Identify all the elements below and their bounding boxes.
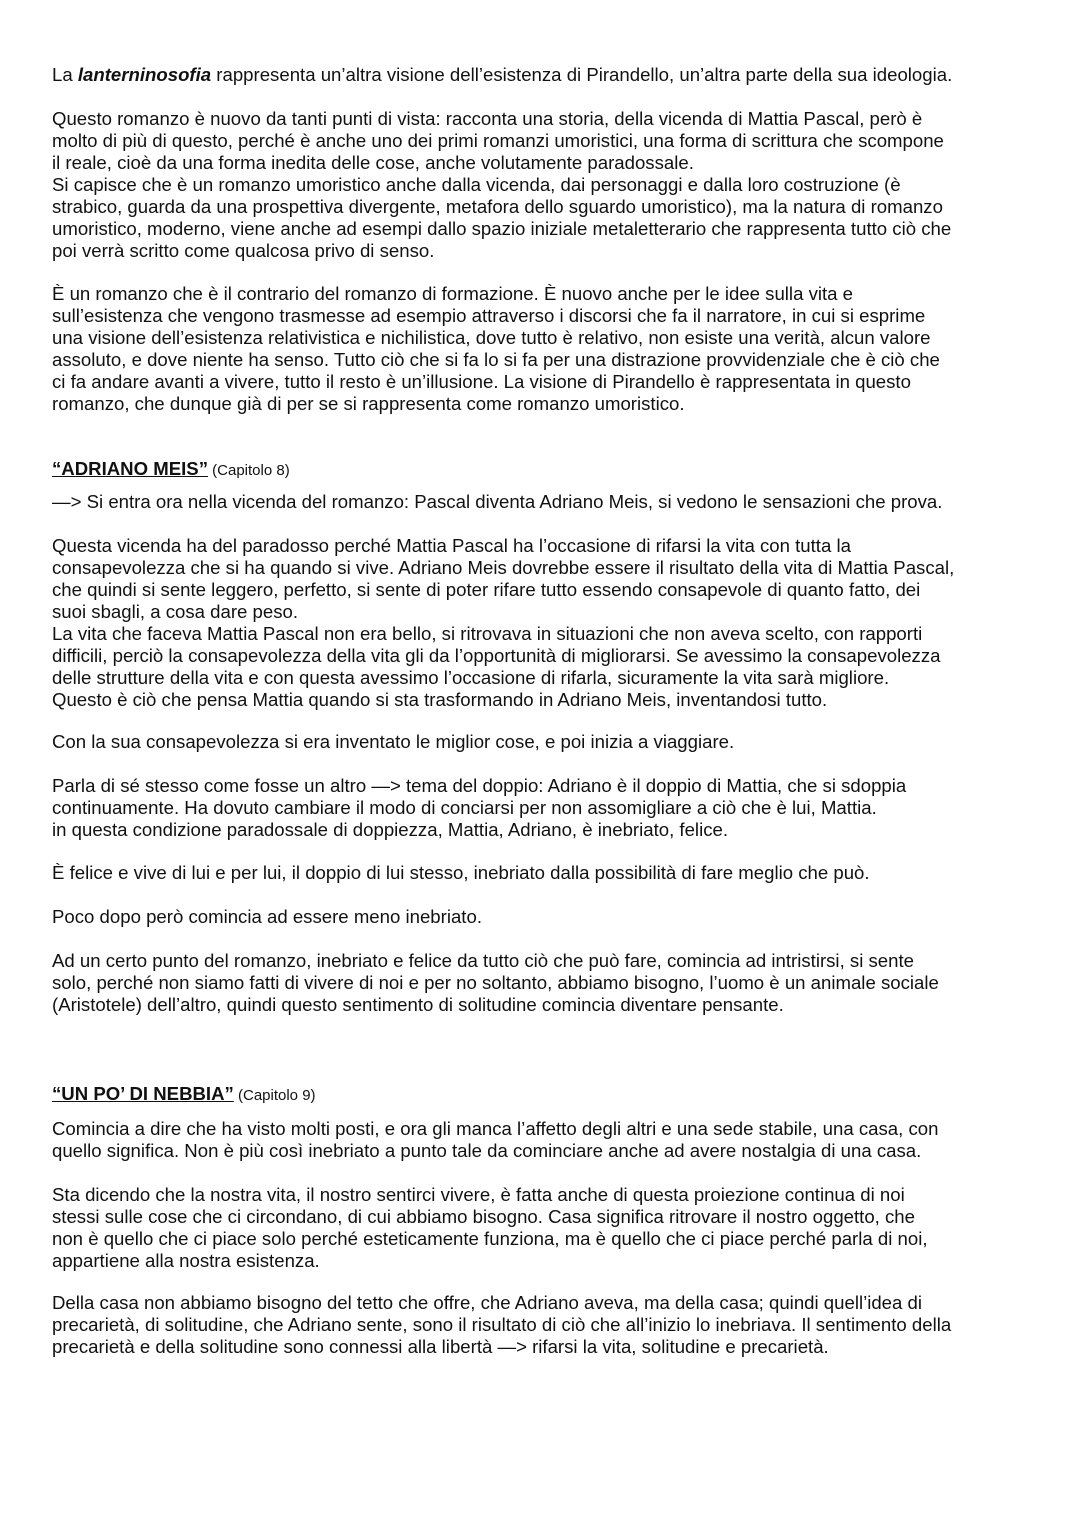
text-line: umoristico, moderno, viene anche ad esempi dallo spazio iniziale metaletterario che rappresenta tutto ciò che	[52, 218, 952, 239]
text-line: precarietà, di solitudine, che Adriano sente, sono il risultato di ciò che all’inizio lo inebriava. Il sentimento della	[52, 1314, 952, 1335]
paragraph-less-inebriated	[52, 906, 1052, 928]
text-line: (Aristotele) dell’altro, quindi questo sentimento di solitudine comincia diventare pensante.	[52, 994, 784, 1015]
text-line: una visione dell’esistenza relativistica e nichilistica, dove tutto è relativo, non esiste una verità, alcun valore	[52, 327, 931, 348]
text-line: quello significa. Non è più così inebriato a punto tale da cominciare anche ad avere nostalgia di una casa.	[52, 1140, 922, 1161]
text-line: assoluto, e dove niente ha senso. Tutto ciò che si fa lo si fa per una distrazione provvidenziale che è ciò che	[52, 349, 940, 370]
paragraph-humor-novel	[52, 108, 1052, 262]
paragraph-projection	[52, 1184, 1052, 1272]
section-title: “ADRIANO MEIS”	[52, 458, 208, 479]
section-heading-adriano-meis	[52, 458, 1052, 482]
text-line: Comincia a dire che ha visto molti posti, e ora gli manca l’affetto degli altri e una sede stabile, una casa, con	[52, 1118, 939, 1139]
text-line: sull’esistenza che vengono trasmesse ad esempio attraverso i discorsi che fa il narratore, in cui si esprime	[52, 305, 926, 326]
text-line: che quindi si sente leggero, perfetto, si sente di poter rifare tutto essendo consapevole di quanto fatto, dei	[52, 579, 921, 600]
text-line: Questo è ciò che pensa Mattia quando si sta trasformando in Adriano Meis, inventandosi tutto.	[52, 689, 828, 710]
text-line: appartiene alla nostra esistenza.	[52, 1250, 320, 1271]
intro-paragraph	[52, 64, 1052, 86]
paragraph-formation-novel	[52, 283, 1052, 415]
paragraph-nostalgia	[52, 1118, 1052, 1162]
text-line: Si capisce che è un romanzo umoristico anche dalla vicenda, dai personaggi e dalla loro costruzione (è	[52, 174, 901, 195]
section-heading-nebbia	[52, 1083, 1052, 1107]
paragraph-paradox	[52, 535, 1052, 711]
text-line: Della casa non abbiamo bisogno del tetto che offre, che Adriano aveva, ma della casa; quindi quell’idea di	[52, 1292, 923, 1313]
paragraph-loneliness	[52, 950, 1052, 1016]
text-line: Parla di sé stesso come fosse un altro —> tema del doppio: Adriano è il doppio di Mattia, che si sdoppia	[52, 775, 907, 796]
paragraph-precariousness	[52, 1292, 1052, 1358]
text-line: Poco dopo però comincia ad essere meno inebriato.	[52, 906, 482, 927]
intro-rest: rappresenta un’altra visione dell’esistenza di Pirandello, un’altra parte della sua ideologia.	[211, 64, 953, 85]
text-line: continuamente. Ha dovuto cambiare il modo di conciarsi per non assomigliare a ciò che è lui, Mattia.	[52, 797, 877, 818]
section-subtitle: (Capitolo 9)	[233, 1087, 316, 1104]
text-line: La vita che faceva Mattia Pascal non era bello, si ritrovava in situazioni che non aveva scelto, con rapporti	[52, 623, 923, 644]
text-line: difficili, perciò la consapevolezza della vita gli da l’opportunità di migliorarsi. Se avessimo la consapevolezza	[52, 645, 941, 666]
text-line: È felice e vive di lui e per lui, il doppio di lui stesso, inebriato dalla possibilità di fare meglio che può.	[52, 862, 870, 883]
paragraph-double	[52, 775, 1052, 841]
text-line: Ad un certo punto del romanzo, inebriato e felice da tutto ciò che può fare, comincia ad intristirsi, si sente	[52, 950, 914, 971]
text-line: solo, perché non siamo fatti di vivere di noi e per no soltanto, abbiamo bisogno, l’uomo è un animale sociale	[52, 972, 939, 993]
text-line: in questa condizione paradossale di doppiezza, Mattia, Adriano, è inebriato, felice.	[52, 819, 729, 840]
text-line: Sta dicendo che la nostra vita, il nostro sentirci vivere, è fatta anche di questa proiezione continua di noi	[52, 1184, 905, 1205]
text-line: il reale, cioè da una forma inedita delle cose, anche volutamente paradossale.	[52, 152, 694, 173]
text-line: delle strutture della vita e con questa avessimo l’occasione di rifarla, sicuramente la vita sarà migliore.	[52, 667, 890, 688]
text-line: Questo romanzo è nuovo da tanti punti di vista: racconta una storia, della vicenda di Mattia Pascal, però è	[52, 108, 923, 129]
paragraph-awareness	[52, 731, 1052, 753]
text-line: molto di più di questo, perché è anche uno dei primi romanzi umoristici, una forma di scrittura che scompone	[52, 130, 944, 151]
text-line: È un romanzo che è il contrario del romanzo di formazione. È nuovo anche per le idee sulla vita e	[52, 283, 854, 304]
text-line: poi verrà scritto come qualcosa privo di senso.	[52, 240, 435, 261]
text-line: stessi sulle cose che ci circondano, di cui abbiamo bisogno. Casa significa ritrovare il nostro oggetto, che	[52, 1206, 915, 1227]
arrow-line	[52, 491, 1052, 513]
text-line: Questa vicenda ha del paradosso perché Mattia Pascal ha l’occasione di rifarsi la vita con tutta la	[52, 535, 851, 556]
text-line: strabico, guarda da una prospettiva divergente, metafora dello sguardo umoristico), ma la natura di romanzo	[52, 196, 943, 217]
arrow-text: —> Si entra ora nella vicenda del romanzo: Pascal diventa Adriano Meis, si vedono le sensazioni che prova.	[52, 491, 943, 512]
text-line: precarietà e della solitudine sono connessi alla libertà —> rifarsi la vita, solitudine e precarietà.	[52, 1336, 829, 1357]
text-line: ci fa andare avanti a vivere, tutto il resto è un’illusione. La visione di Pirandello è rappresentata in questo	[52, 371, 911, 392]
section-title: “UN PO’ DI NEBBIA”	[52, 1083, 234, 1104]
intro-prefix: La	[52, 64, 78, 85]
text-line: suoi sbagli, a cosa dare peso.	[52, 601, 299, 622]
paragraph-happy	[52, 862, 1052, 884]
intro-term: lanterninosofia	[77, 64, 212, 85]
text-line: non è quello che ci piace solo perché esteticamente funziona, ma è quello che ci piace perché parla di noi,	[52, 1228, 928, 1249]
section-subtitle: (Capitolo 8)	[208, 462, 290, 479]
text-line: consapevolezza che si ha quando si vive. Adriano Meis dovrebbe essere il risultato della vita di Mattia Pascal,	[52, 557, 955, 578]
text-line: romanzo, che dunque già di per se si rappresenta come romanzo umoristico.	[52, 393, 685, 414]
text-line: Con la sua consapevolezza si era inventato le miglior cose, e poi inizia a viaggiare.	[52, 731, 735, 752]
